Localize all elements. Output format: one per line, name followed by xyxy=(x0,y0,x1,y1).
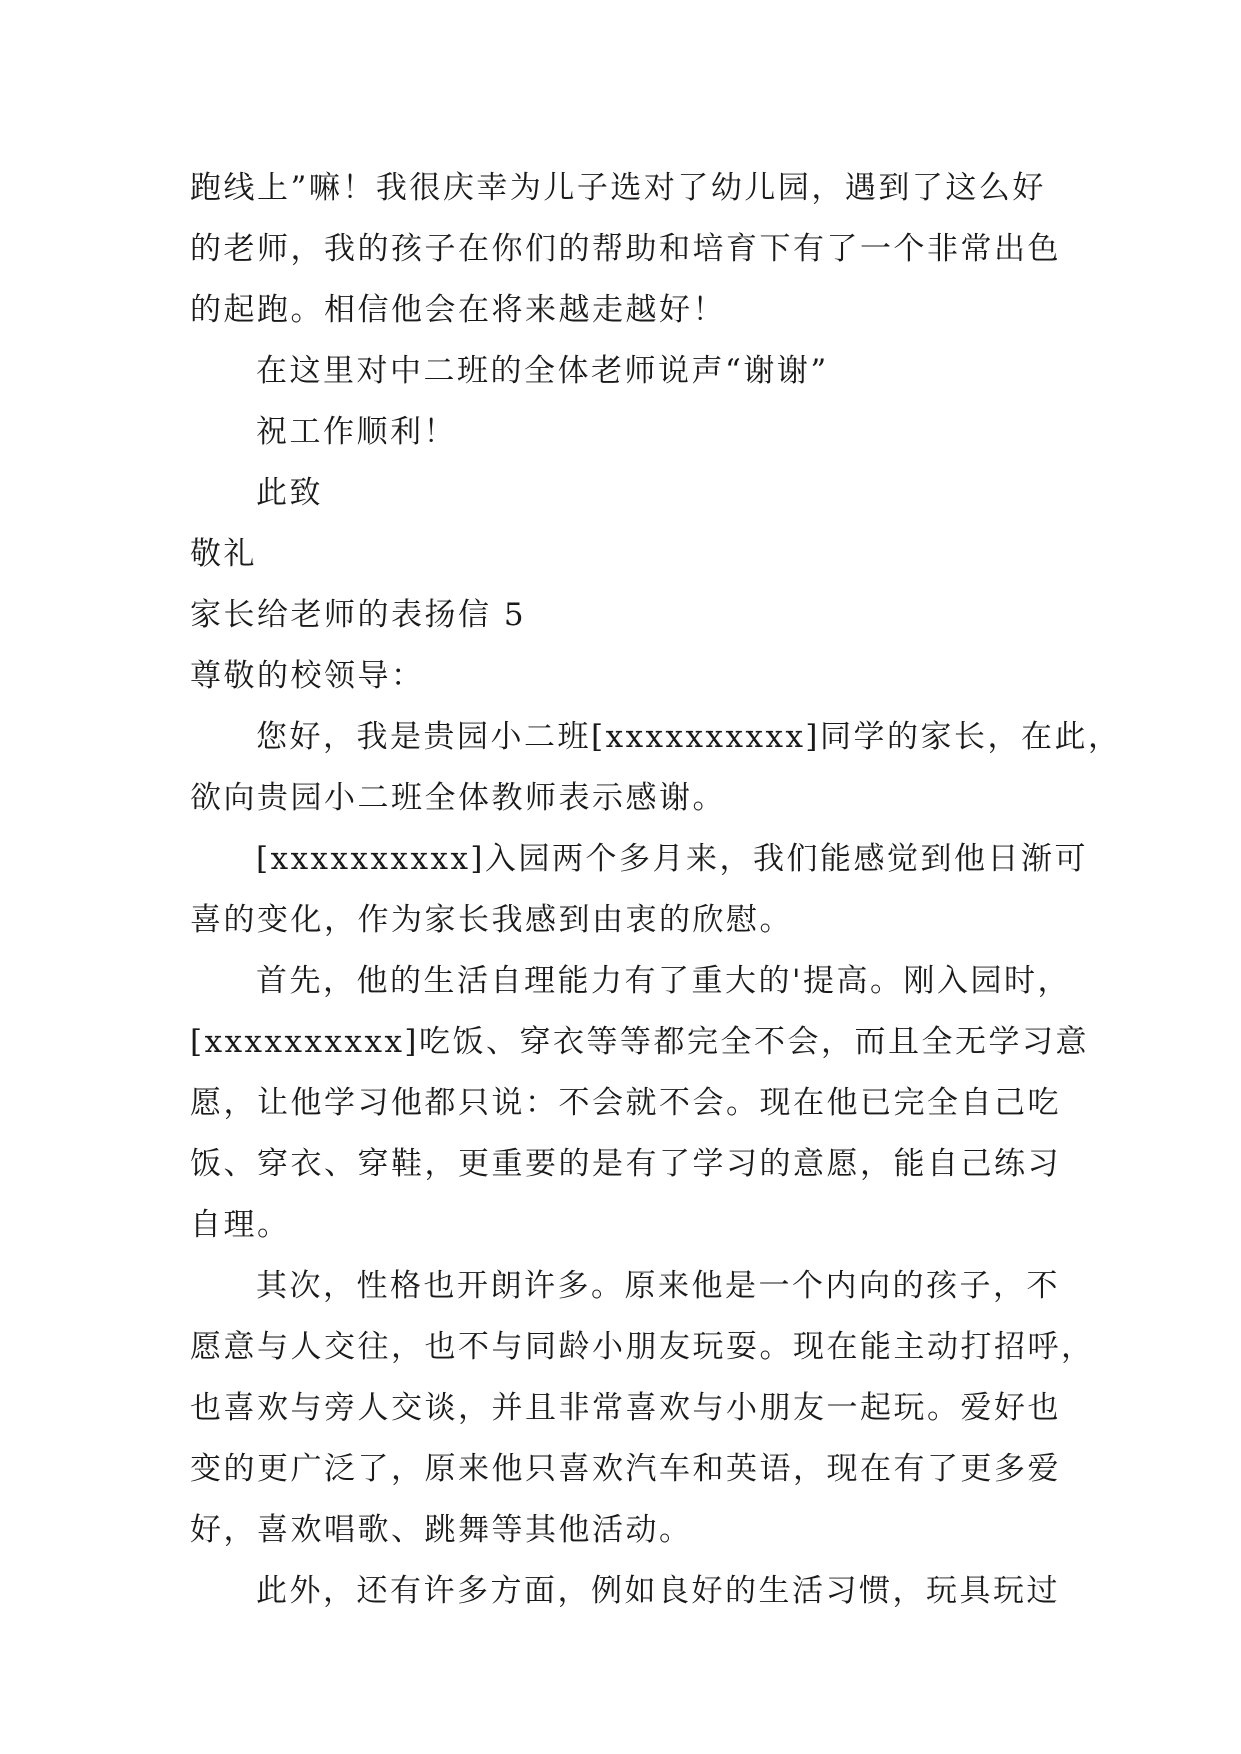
text-line: 喜的变化，作为家长我感到由衷的欣慰。 xyxy=(190,902,793,938)
text-line: 尊敬的校领导： xyxy=(190,658,425,694)
text-line: 在这里对中二班的全体老师说声“谢谢” xyxy=(256,353,829,389)
text-line: 敬礼 xyxy=(190,536,257,572)
text-line: 饭、穿衣、穿鞋，更重要的是有了学习的意愿，能自己练习 xyxy=(190,1146,1061,1182)
text-line: 此致 xyxy=(256,475,323,511)
text-line: 家长给老师的表扬信 5 xyxy=(190,597,527,633)
text-line: 变的更广泛了，原来他只喜欢汽车和英语，现在有了更多爱 xyxy=(190,1451,1061,1487)
text-line: 首先，他的生活自理能力有了重大的'提高。刚入园时， xyxy=(256,963,1072,999)
text-line: 此外，还有许多方面，例如良好的生活习惯，玩具玩过 xyxy=(256,1573,1060,1609)
text-line: 的老师，我的孩子在你们的帮助和培育下有了一个非常出色 xyxy=(190,231,1061,267)
text-line: [xxxxxxxxxx]吃饭、穿衣等等都完全不会，而且全无学习意 xyxy=(190,1024,1090,1060)
text-line: 的起跑。相信他会在将来越走越好！ xyxy=(190,292,726,328)
text-line: 祝工作顺利！ xyxy=(256,414,457,450)
text-line: 愿，让他学习他都只说：不会就不会。现在他已完全自己吃 xyxy=(190,1085,1061,1121)
text-line: 您好，我是贵园小二班[xxxxxxxxxx]同学的家长，在此， xyxy=(256,719,1122,755)
text-line: 愿意与人交往，也不与同龄小朋友玩耍。现在能主动打招呼， xyxy=(190,1329,1095,1365)
text-line: 其次，性格也开朗许多。原来他是一个内向的孩子，不 xyxy=(256,1268,1060,1304)
text-line: 欲向贵园小二班全体教师表示感谢。 xyxy=(190,780,726,816)
text-line: [xxxxxxxxxx]入园两个多月来，我们能感觉到他日渐可 xyxy=(256,841,1089,877)
text-line: 也喜欢与旁人交谈，并且非常喜欢与小朋友一起玩。爱好也 xyxy=(190,1390,1061,1426)
text-line: 自理。 xyxy=(190,1207,291,1243)
text-line: 跑线上”嘛！我很庆幸为儿子选对了幼儿园，遇到了这么好 xyxy=(190,170,1046,206)
text-line: 好，喜欢唱歌、跳舞等其他活动。 xyxy=(190,1512,693,1548)
letter-body xyxy=(190,158,1122,1622)
